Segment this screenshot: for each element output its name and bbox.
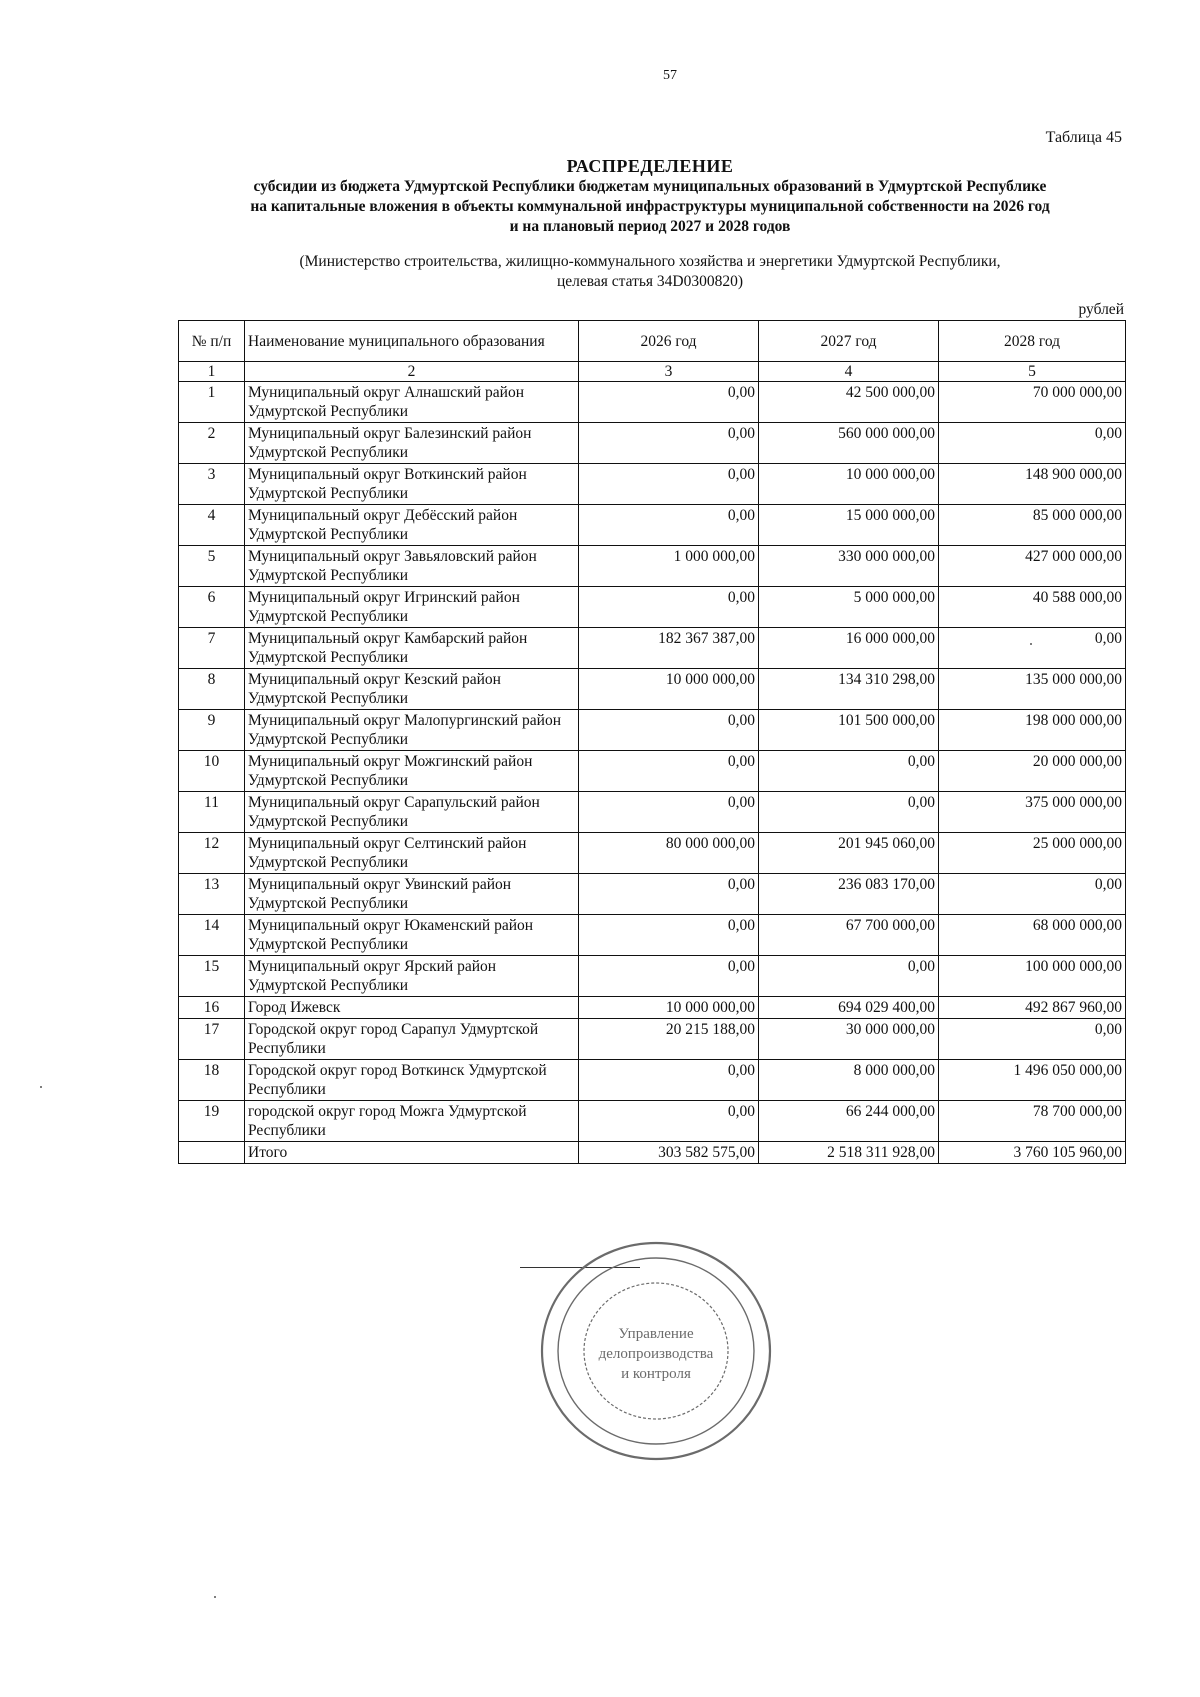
row-number: 3 [179, 464, 245, 505]
municipality-name: Итого [245, 1142, 579, 1164]
column-number: 2 [245, 362, 579, 382]
row-number: 1 [179, 382, 245, 423]
amount-2027: 0,00 [759, 751, 939, 792]
table-row [179, 1019, 1126, 1060]
amount-2028: 148 900 000,00 [939, 464, 1126, 505]
amount-2028: 40 588 000,00 [939, 587, 1126, 628]
table-row [179, 505, 1126, 546]
amount-2028: 70 000 000,00 [939, 382, 1126, 423]
amount-2027: 8 000 000,00 [759, 1060, 939, 1101]
amount-2026: 182 367 387,00 [579, 628, 759, 669]
amount-2028: 100 000 000,00 [939, 956, 1126, 997]
row-number: 8 [179, 669, 245, 710]
amount-2026: 1 000 000,00 [579, 546, 759, 587]
amount-2026: 0,00 [579, 915, 759, 956]
document-subtitle-line2: на капитальные вложения в объекты коммунальной инфраструктуры муниципальной собственности на 2026 год [250, 198, 1050, 215]
row-number: 12 [179, 833, 245, 874]
document-subtitle-line3: и на плановый период 2027 и 2028 годов [509, 218, 791, 235]
column-number: 1 [179, 362, 245, 382]
row-number: 5 [179, 546, 245, 587]
amount-2028: 68 000 000,00 [939, 915, 1126, 956]
amount-2028: 1 496 050 000,00 [939, 1060, 1126, 1101]
row-number: 16 [179, 997, 245, 1019]
row-number: 10 [179, 751, 245, 792]
amount-2026: 20 215 188,00 [579, 1019, 759, 1060]
amount-2027: 560 000 000,00 [759, 423, 939, 464]
official-seal [537, 1238, 775, 1464]
amount-2027: 10 000 000,00 [759, 464, 939, 505]
row-number: 17 [179, 1019, 245, 1060]
amount-2026: 0,00 [579, 423, 759, 464]
amount-2028: 85 000 000,00 [939, 505, 1126, 546]
amount-2028: 3 760 105 960,00 [939, 1142, 1126, 1164]
header-2028: 2028 год [939, 321, 1126, 362]
amount-2028: 0,00 [939, 1019, 1126, 1060]
amount-2028: 0,00 [939, 423, 1126, 464]
header-no: № п/п [179, 321, 245, 362]
amount-2026: 80 000 000,00 [579, 833, 759, 874]
row-number: 14 [179, 915, 245, 956]
amount-2027: 30 000 000,00 [759, 1019, 939, 1060]
amount-2027: 42 500 000,00 [759, 382, 939, 423]
amount-2027: 694 029 400,00 [759, 997, 939, 1019]
municipality-name: Муниципальный округ Балезинский район Удмуртской Республики [245, 423, 579, 464]
municipality-name: Муниципальный округ Алнашский район Удмуртской Республики [245, 382, 579, 423]
municipality-name: Муниципальный округ Селтинский район Удмуртской Республики [245, 833, 579, 874]
row-number: 18 [179, 1060, 245, 1101]
scan-speck [1030, 643, 1032, 645]
amount-2027: 134 310 298,00 [759, 669, 939, 710]
amount-2027: 16 000 000,00 [759, 628, 939, 669]
amount-2027: 236 083 170,00 [759, 874, 939, 915]
amount-2026: 0,00 [579, 1060, 759, 1101]
amount-2028: 198 000 000,00 [939, 710, 1126, 751]
column-number: 4 [759, 362, 939, 382]
row-number: 7 [179, 628, 245, 669]
municipality-name: Городской округ город Воткинск Удмуртской Республики [245, 1060, 579, 1101]
row-number [179, 1142, 245, 1164]
amount-2028: 135 000 000,00 [939, 669, 1126, 710]
table-label: Таблица 45 [1045, 129, 1122, 146]
amount-2026: 0,00 [579, 792, 759, 833]
table-row [179, 1101, 1126, 1142]
amount-2027: 66 244 000,00 [759, 1101, 939, 1142]
units-label: рублей [1078, 301, 1124, 318]
amount-2028: 20 000 000,00 [939, 751, 1126, 792]
table-row [179, 751, 1126, 792]
amount-2026: 0,00 [579, 956, 759, 997]
table-row [179, 792, 1126, 833]
table-row [179, 710, 1126, 751]
amount-2026: 10 000 000,00 [579, 669, 759, 710]
municipality-name: Муниципальный округ Увинский район Удмуртской Республики [245, 874, 579, 915]
amount-2027: 15 000 000,00 [759, 505, 939, 546]
ministry-note [150, 252, 1150, 292]
municipality-name: Муниципальный округ Воткинский район Удмуртской Республики [245, 464, 579, 505]
table-row [179, 628, 1126, 669]
amount-2027: 101 500 000,00 [759, 710, 939, 751]
amount-2026: 0,00 [579, 1101, 759, 1142]
column-number-row [179, 362, 1126, 382]
table-row [179, 997, 1126, 1019]
header-2026: 2026 год [579, 321, 759, 362]
distribution-table [178, 320, 1126, 1164]
table-row [179, 833, 1126, 874]
row-number: 15 [179, 956, 245, 997]
municipality-name: Муниципальный округ Малопургинский район Удмуртской Республики [245, 710, 579, 751]
municipality-name: Город Ижевск [245, 997, 579, 1019]
scan-speck [214, 1596, 216, 1598]
amount-2026: 303 582 575,00 [579, 1142, 759, 1164]
table-row [179, 874, 1126, 915]
row-number: 19 [179, 1101, 245, 1142]
total-row [179, 1142, 1126, 1164]
table-row [179, 1060, 1126, 1101]
document-title: РАСПРЕДЕЛЕНИЕ [566, 156, 734, 176]
table-row [179, 464, 1126, 505]
amount-2027: 0,00 [759, 956, 939, 997]
municipality-name: Муниципальный округ Кезский район Удмуртской Республики [245, 669, 579, 710]
page-number: 57 [663, 68, 677, 83]
municipality-name: Муниципальный округ Сарапульский район Удмуртской Республики [245, 792, 579, 833]
header-2027: 2027 год [759, 321, 939, 362]
table-row [179, 546, 1126, 587]
seal-line-2: делопроизводства [598, 1346, 714, 1362]
title-block [150, 156, 1150, 237]
municipality-name: Муниципальный округ Камбарский район Удмуртской Республики [245, 628, 579, 669]
amount-2027: 0,00 [759, 792, 939, 833]
row-number: 13 [179, 874, 245, 915]
amount-2028: 25 000 000,00 [939, 833, 1126, 874]
official-seal-icon [537, 1238, 775, 1464]
column-number: 5 [939, 362, 1126, 382]
table-row [179, 915, 1126, 956]
amount-2026: 0,00 [579, 710, 759, 751]
municipality-name: Городской округ город Сарапул Удмуртской Республики [245, 1019, 579, 1060]
amount-2026: 0,00 [579, 874, 759, 915]
amount-2028: 375 000 000,00 [939, 792, 1126, 833]
amount-2027: 330 000 000,00 [759, 546, 939, 587]
municipality-name: Муниципальный округ Дебёсский район Удмуртской Республики [245, 505, 579, 546]
municipality-name: Муниципальный округ Завьяловский район Удмуртской Республики [245, 546, 579, 587]
amount-2028: 492 867 960,00 [939, 997, 1126, 1019]
row-number: 9 [179, 710, 245, 751]
municipality-name: Муниципальный округ Юкаменский район Удмуртской Республики [245, 915, 579, 956]
row-number: 4 [179, 505, 245, 546]
amount-2026: 0,00 [579, 751, 759, 792]
amount-2027: 67 700 000,00 [759, 915, 939, 956]
row-number: 11 [179, 792, 245, 833]
amount-2026: 0,00 [579, 587, 759, 628]
table-row [179, 669, 1126, 710]
amount-2027: 201 945 060,00 [759, 833, 939, 874]
ministry-line1: (Министерство строительства, жилищно-коммунального хозяйства и энергетики Удмуртской Республики, [299, 253, 1001, 270]
row-number: 2 [179, 423, 245, 464]
table-row [179, 956, 1126, 997]
row-number: 6 [179, 587, 245, 628]
municipality-name: Муниципальный округ Игринский район Удмуртской Республики [245, 587, 579, 628]
table-row [179, 587, 1126, 628]
amount-2026: 0,00 [579, 505, 759, 546]
municipality-name: городской округ город Можга Удмуртской Республики [245, 1101, 579, 1142]
municipality-name: Муниципальный округ Ярский район Удмуртской Республики [245, 956, 579, 997]
amount-2028: 0,00 [939, 874, 1126, 915]
header-name: Наименование муниципального образования [245, 321, 579, 362]
document-subtitle-line1: субсидии из бюджета Удмуртской Республики бюджетам муниципальных образований в Удмуртской Республике [253, 178, 1047, 195]
amount-2028: 78 700 000,00 [939, 1101, 1126, 1142]
amount-2027: 2 518 311 928,00 [759, 1142, 939, 1164]
amount-2026: 10 000 000,00 [579, 997, 759, 1019]
seal-line-1: Управление [618, 1326, 694, 1342]
amount-2028: 427 000 000,00 [939, 546, 1126, 587]
ministry-line2: целевая статья 34D0300820) [556, 273, 744, 290]
table-header-row [179, 321, 1126, 362]
table-row [179, 382, 1126, 423]
amount-2027: 5 000 000,00 [759, 587, 939, 628]
municipality-name: Муниципальный округ Можгинский район Удмуртской Республики [245, 751, 579, 792]
amount-2028: 0,00 [939, 628, 1126, 669]
table-row [179, 423, 1126, 464]
column-number: 3 [579, 362, 759, 382]
seal-line-3: и контроля [621, 1366, 691, 1382]
scan-speck [40, 1086, 42, 1088]
amount-2026: 0,00 [579, 382, 759, 423]
amount-2026: 0,00 [579, 464, 759, 505]
seal-center-text [599, 1326, 714, 1382]
